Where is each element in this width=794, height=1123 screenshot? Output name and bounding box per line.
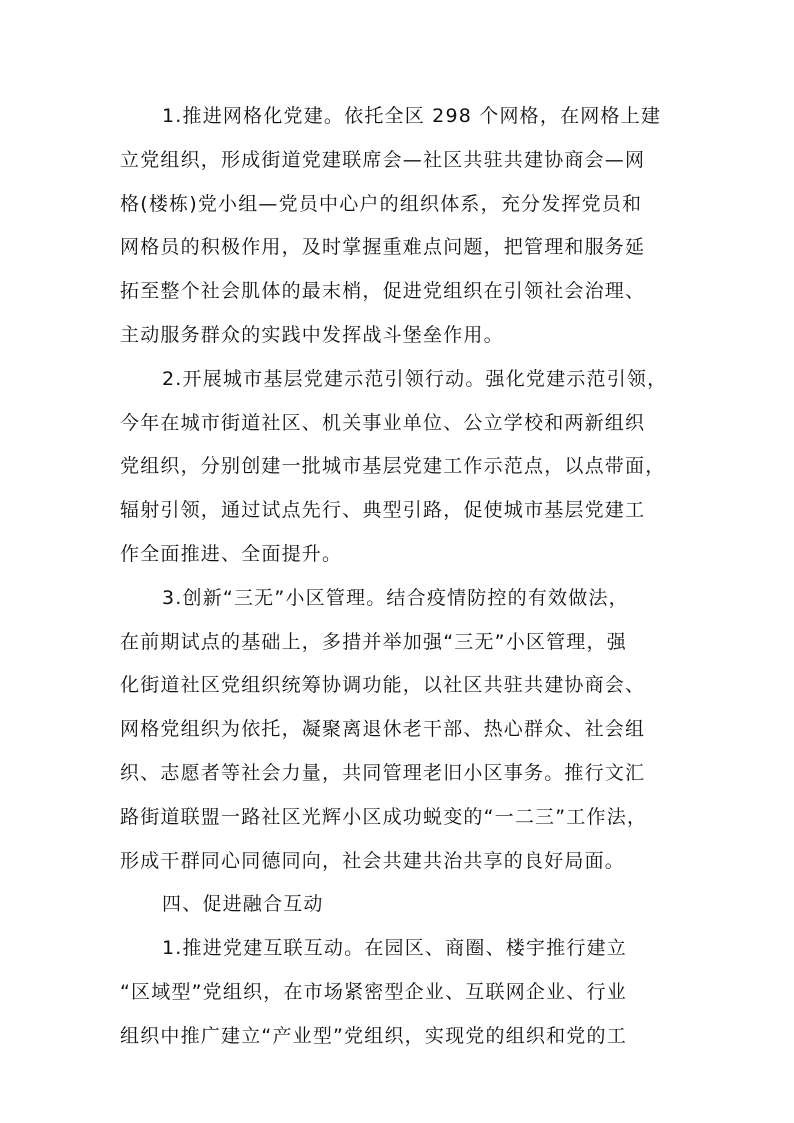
paragraph-4-line-2: “区域型”党组织，在市场紧密型企业、互联网企业、行业 <box>120 980 627 1003</box>
paragraph-2-line-1: 2.开展城市基层党建示范引领行动。强化党建示范引领， <box>162 367 668 390</box>
paragraph-3-line-2: 在前期试点的基础上，多措并举加强“三无”小区管理，强 <box>120 630 627 653</box>
paragraph-4-line-3: 组织中推广建立“产业型”党组织，实现党的组织和党的工 <box>120 1024 627 1047</box>
paragraph-2-line-5: 作全面推进、全面提升。 <box>120 542 343 565</box>
paragraph-1-line-1: 1.推进网格化党建。依托全区 298 个网格，在网格上建 <box>162 105 662 127</box>
paragraph-3-line-1: 3.创新“三无”小区管理。结合疫情防控的有效做法， <box>162 586 629 609</box>
paragraph-4-line-1: 1.推进党建互联互动。在园区、商圈、楼宇推行建立 <box>162 937 627 960</box>
paragraph-2-line-4: 辐射引领，通过试点先行、典型引路，促使城市基层党建工 <box>120 499 646 522</box>
paragraph-3-line-5: 织、志愿者等社会力量，共同管理老旧小区事务。推行文汇 <box>120 761 646 784</box>
paragraph-3-line-4: 网格党组织为依托，凝聚离退休老干部、热心群众、社会组 <box>120 718 646 741</box>
paragraph-1-line-3: 格(楼栋)党小组—党员中心户的组织体系，充分发挥党员和 <box>120 192 643 215</box>
paragraph-1-line-5: 拓至整个社会肌体的最末梢，促进党组织在引领社会治理、 <box>120 280 646 303</box>
paragraph-3-line-6: 路街道联盟一路社区光辉小区成功蜕变的“一二三”工作法， <box>120 805 648 828</box>
document-body <box>120 95 680 1059</box>
paragraph-1-line-4: 网格员的积极作用，及时掌握重难点问题，把管理和服务延 <box>120 236 646 259</box>
paragraph-3-line-3: 化街道社区党组织统筹协调功能，以社区共驻共建协商会、 <box>120 674 646 697</box>
paragraph-2-line-3: 党组织，分别创建一批城市基层党建工作示范点，以点带面， <box>120 455 666 478</box>
paragraph-1-line-6: 主动服务群众的实践中发挥战斗堡垒作用。 <box>120 323 504 346</box>
paragraph-2-line-2: 今年在城市街道社区、机关事业单位、公立学校和两新组织 <box>120 411 646 434</box>
paragraph-3-line-7: 形成干群同心同德同向，社会共建共治共享的良好局面。 <box>120 849 626 872</box>
section-heading: 四、促进融合互动 <box>162 893 324 916</box>
paragraph-1-line-2: 立党组织，形成街道党建联席会—社区共驻共建协商会—网 <box>120 148 646 171</box>
